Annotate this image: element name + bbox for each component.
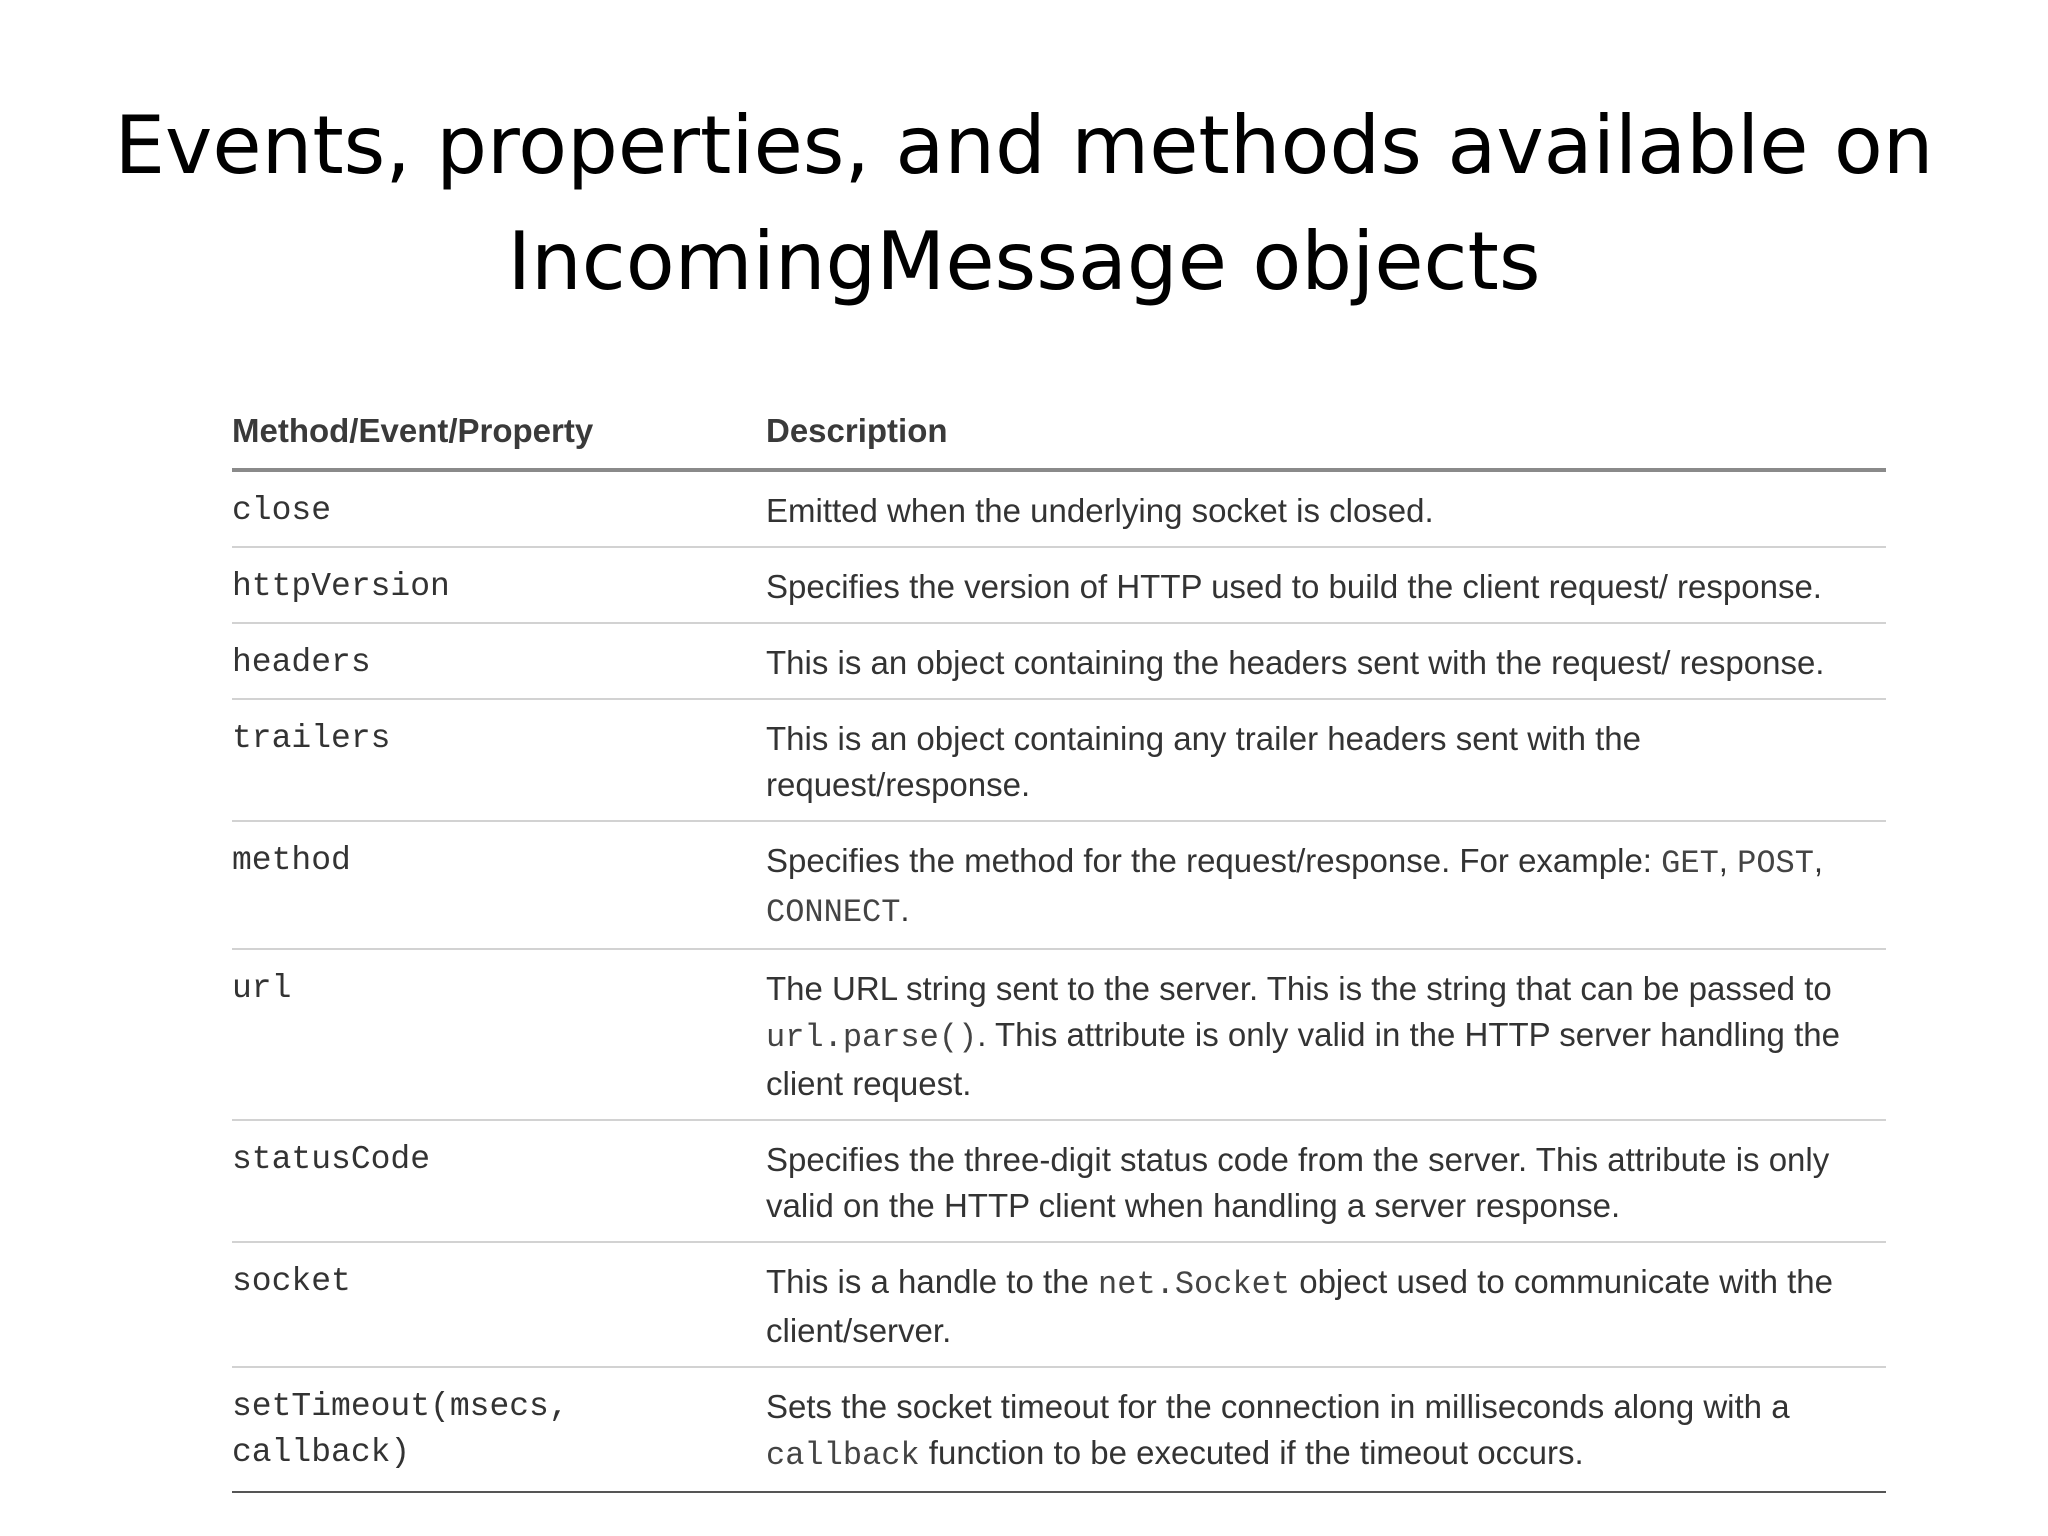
slide-title-line-2: IncomingMessage objects [507,215,1541,308]
description-text: This is an object containing any trailer headers sent with the request/response. [766,720,1641,803]
row-name-cell: trailers [232,699,766,821]
inline-code: GET [1661,845,1719,882]
description-text: The URL string sent to the server. This is the string that can be passed to [766,970,1832,1007]
table-row [232,949,1886,1120]
inline-code: net.Socket [1098,1266,1291,1303]
slide-title [0,88,2048,320]
table-row [232,1367,1886,1492]
row-name-cell: close [232,470,766,547]
description-text: Emitted when the underlying socket is closed. [766,492,1434,529]
row-description-cell [766,1367,1886,1492]
row-description-cell [766,949,1886,1120]
row-description-cell [766,1242,1886,1367]
description-text: Specifies the three-digit status code from the server. This attribute is only valid on the HTTP client when handling a server response. [766,1141,1830,1224]
row-description-cell [766,1120,1886,1242]
description-text: object used to communicate with the client/server. [766,1263,1834,1349]
description-text: Specifies the method for the request/response. For example: [766,842,1662,879]
inline-code: CONNECT [766,894,901,931]
table-row [232,699,1886,821]
header-method-event-property: Method/Event/Property [232,398,766,470]
table-row [232,547,1886,623]
description-text: Specifies the version of HTTP used to build the client request/ response. [766,568,1822,605]
table-row [232,821,1886,949]
description-text: This is a handle to the [766,1263,1099,1300]
table-header-row [232,398,1886,470]
table-row [232,1242,1886,1367]
row-name-cell: setTimeout(msecs, callback) [232,1367,766,1492]
table-row [232,470,1886,547]
row-description-cell [766,699,1886,821]
row-name-cell: httpVersion [232,547,766,623]
description-text: This is an object containing the headers sent with the request/ response. [766,644,1825,681]
description-text: . This attribute is only valid in the HTTP server handling the client request. [766,1016,1840,1102]
header-description: Description [766,398,1886,470]
row-description-cell [766,623,1886,699]
description-text: Sets the socket timeout for the connection in milliseconds along with a [766,1388,1790,1425]
row-name-cell: statusCode [232,1120,766,1242]
inline-code: url.parse() [766,1019,978,1056]
row-name-cell: url [232,949,766,1120]
description-text: function to be executed if the timeout occurs. [919,1434,1584,1471]
row-description-cell [766,547,1886,623]
row-name-cell: method [232,821,766,949]
table-row [232,1120,1886,1242]
inline-code: callback [766,1437,920,1474]
description-text: , [1718,842,1738,879]
row-description-cell [766,470,1886,547]
description-text: . [900,891,910,928]
slide-title-line-1: Events, properties, and methods available on [114,99,1934,192]
row-description-cell [766,821,1886,949]
description-text: , [1813,842,1824,879]
inline-code: POST [1737,845,1814,882]
row-name-cell: headers [232,623,766,699]
table-row [232,623,1886,699]
table-body [232,470,1886,1492]
reference-table [232,398,1886,1493]
row-name-cell: socket [232,1242,766,1367]
